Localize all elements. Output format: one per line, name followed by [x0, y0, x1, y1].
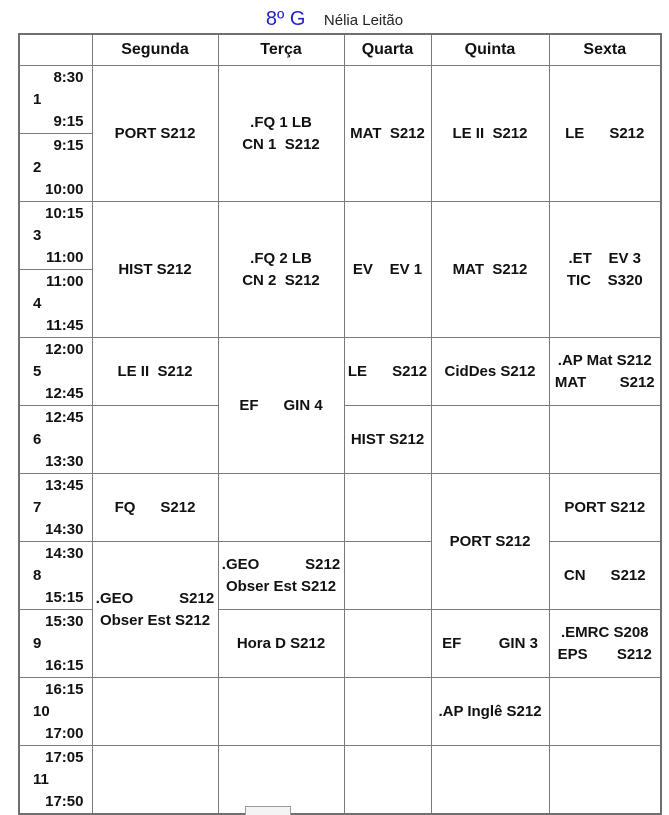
empty-cell — [92, 406, 218, 474]
table-row — [19, 338, 661, 406]
class-entry: MAT S212 — [350, 124, 425, 142]
class-entry: .FQ 1 LB — [250, 113, 312, 131]
class-entry: CN 2 S212 — [242, 271, 320, 289]
class-cell — [218, 610, 344, 678]
class-entry: MAT S212 — [452, 260, 528, 278]
table-row — [19, 474, 661, 542]
class-entry: LE S212 — [347, 362, 428, 380]
class-entry: Obser Est S212 — [225, 577, 337, 595]
teacher-name: Nélia Leitão — [323, 12, 404, 29]
empty-cell — [549, 678, 661, 746]
class-cell — [549, 542, 661, 610]
class-cell — [92, 542, 218, 678]
table-row — [19, 746, 661, 815]
empty-cell — [549, 746, 661, 815]
class-cell — [344, 66, 431, 202]
time-slot: 16:15 10 17:00 — [19, 678, 92, 746]
day-header: Terça — [218, 34, 344, 66]
class-cell — [431, 66, 549, 202]
class-entry: EPS S212 — [557, 645, 652, 663]
time-slot: 12:45 6 13:30 — [19, 406, 92, 474]
empty-cell — [344, 542, 431, 610]
schedule-title — [0, 8, 669, 31]
class-cell — [431, 202, 549, 338]
class-entry: Obser Est S212 — [99, 611, 211, 629]
time-slot: 12:00 5 12:45 — [19, 338, 92, 406]
class-cell — [549, 474, 661, 542]
class-entry: LE S212 — [565, 124, 645, 142]
class-cell — [549, 202, 661, 338]
class-cell — [218, 66, 344, 202]
class-entry: LE II S212 — [117, 362, 193, 380]
empty-cell — [92, 678, 218, 746]
class-entry: MAT S212 — [554, 373, 655, 391]
empty-cell — [344, 678, 431, 746]
class-entry: LE II S212 — [452, 124, 528, 142]
class-cell — [431, 610, 549, 678]
class-entry: PORT S212 — [449, 532, 531, 550]
time-slot: 11:00 4 11:45 — [19, 270, 92, 338]
empty-cell — [344, 610, 431, 678]
class-cell — [431, 338, 549, 406]
class-entry: HIST S212 — [118, 260, 192, 278]
class-cell — [344, 338, 431, 406]
empty-cell — [92, 746, 218, 815]
table-row — [19, 678, 661, 746]
class-entry: .EMRC S208 — [560, 623, 649, 641]
empty-cell — [344, 474, 431, 542]
time-slot: 15:30 9 16:15 — [19, 610, 92, 678]
table-row — [19, 542, 661, 610]
class-cell — [549, 66, 661, 202]
class-entry: EF GIN 4 — [239, 396, 323, 414]
empty-cell — [344, 746, 431, 815]
time-slot: 10:15 3 11:00 — [19, 202, 92, 270]
class-cell — [92, 66, 218, 202]
class-cell — [431, 474, 549, 610]
class-cell — [344, 406, 431, 474]
class-entry: Hora D S212 — [236, 634, 326, 652]
empty-cell — [218, 746, 344, 815]
class-entry: CN S212 — [563, 566, 646, 584]
class-cell — [92, 338, 218, 406]
class-entry: HIST S212 — [350, 430, 425, 448]
class-entry: .GEO S212 — [95, 589, 215, 607]
time-slot: 8:30 1 9:15 — [19, 66, 92, 134]
class-entry: .AP Mat S212 — [557, 351, 652, 369]
day-header: Sexta — [549, 34, 661, 66]
time-slot: 17:05 11 17:50 — [19, 746, 92, 815]
class-entry: PORT S212 — [564, 498, 646, 516]
schedule-table — [18, 33, 662, 815]
day-header: Quarta — [344, 34, 431, 66]
class-entry: PORT S212 — [114, 124, 196, 142]
time-slot: 13:45 7 14:30 — [19, 474, 92, 542]
empty-cell — [218, 678, 344, 746]
class-entry: .FQ 2 LB — [250, 249, 312, 267]
class-cell — [218, 202, 344, 338]
class-entry: .GEO S212 — [221, 555, 341, 573]
class-entry: .AP Inglê S212 — [438, 702, 542, 720]
day-header: Quinta — [431, 34, 549, 66]
time-slot: 9:15 2 10:00 — [19, 134, 92, 202]
class-name: 8º G — [265, 8, 306, 30]
class-entry: .ET EV 3 — [568, 249, 642, 267]
time-slot: 14:30 8 15:15 — [19, 542, 92, 610]
day-header: Segunda — [92, 34, 218, 66]
class-cell — [549, 610, 661, 678]
class-cell — [549, 338, 661, 406]
empty-cell — [431, 406, 549, 474]
table-row — [19, 66, 661, 134]
class-cell — [344, 202, 431, 338]
corner-cell — [19, 34, 92, 66]
class-cell — [431, 678, 549, 746]
class-entry: CidDes S212 — [444, 362, 536, 380]
header-row — [19, 34, 661, 66]
class-entry: CN 1 S212 — [242, 135, 320, 153]
table-row — [19, 202, 661, 270]
class-cell — [92, 474, 218, 542]
class-entry: EV EV 1 — [352, 260, 423, 278]
class-cell — [218, 338, 344, 474]
class-cell — [92, 202, 218, 338]
empty-cell — [549, 406, 661, 474]
empty-cell — [431, 746, 549, 815]
class-entry: EF GIN 3 — [442, 634, 538, 652]
class-entry: TIC S320 — [566, 271, 643, 289]
class-entry: FQ S212 — [114, 498, 196, 516]
class-cell — [218, 542, 344, 610]
empty-cell — [218, 474, 344, 542]
